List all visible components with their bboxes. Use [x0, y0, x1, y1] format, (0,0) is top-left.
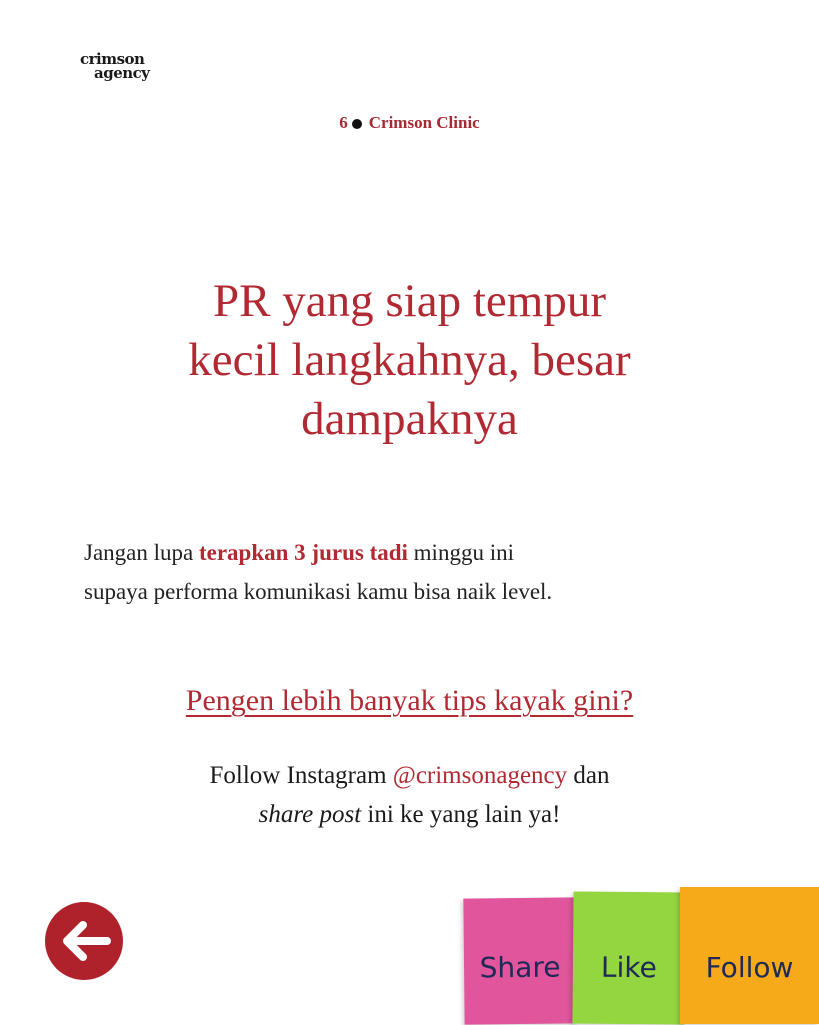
headline-line1: PR yang siap tempur [213, 275, 606, 327]
headline-line2: kecil langkahnya, besar [188, 334, 631, 386]
share-button[interactable] [463, 897, 576, 1024]
headline-line3: dampaknya [301, 393, 518, 445]
brand-logo-line2: agency [94, 64, 150, 82]
follow-label: Follow [705, 951, 794, 984]
follow-line2 [0, 795, 819, 834]
follow-rest: ini ke yang lain ya! [361, 801, 561, 828]
follow-emphasis: share post [258, 801, 362, 828]
brand-logo [80, 52, 150, 80]
follow-line1 [0, 756, 819, 795]
back-button[interactable] [45, 902, 123, 980]
follow-text [0, 756, 819, 834]
body-line1 [84, 533, 784, 572]
share-label: Share [479, 950, 561, 985]
brand-logo-line1: crimson [80, 50, 145, 68]
body-highlight: terapkan 3 jurus tadi [198, 540, 408, 565]
page-number: 6 [339, 113, 348, 132]
follow-button[interactable] [680, 887, 819, 1024]
follow-prefix: Follow Instagram [209, 762, 393, 789]
series-title: Crimson Clinic [368, 113, 480, 132]
like-button[interactable] [572, 892, 685, 1025]
instagram-handle-link[interactable]: @crimsonagency [392, 762, 568, 789]
page-header [0, 113, 819, 133]
bullet-dot [352, 119, 362, 129]
like-label: Like [600, 950, 657, 985]
headline [60, 272, 759, 449]
cta-question[interactable]: Pengen lebih banyak tips kayak gini? [185, 684, 634, 717]
body-paragraph [84, 533, 784, 611]
follow-suffix: dan [567, 762, 610, 789]
arrow-left-icon [57, 919, 111, 963]
body-part1: Jangan lupa [84, 540, 199, 565]
body-part2: minggu ini [407, 540, 514, 565]
body-line2: supaya performa komunikasi kamu bisa naik level. [84, 579, 553, 604]
